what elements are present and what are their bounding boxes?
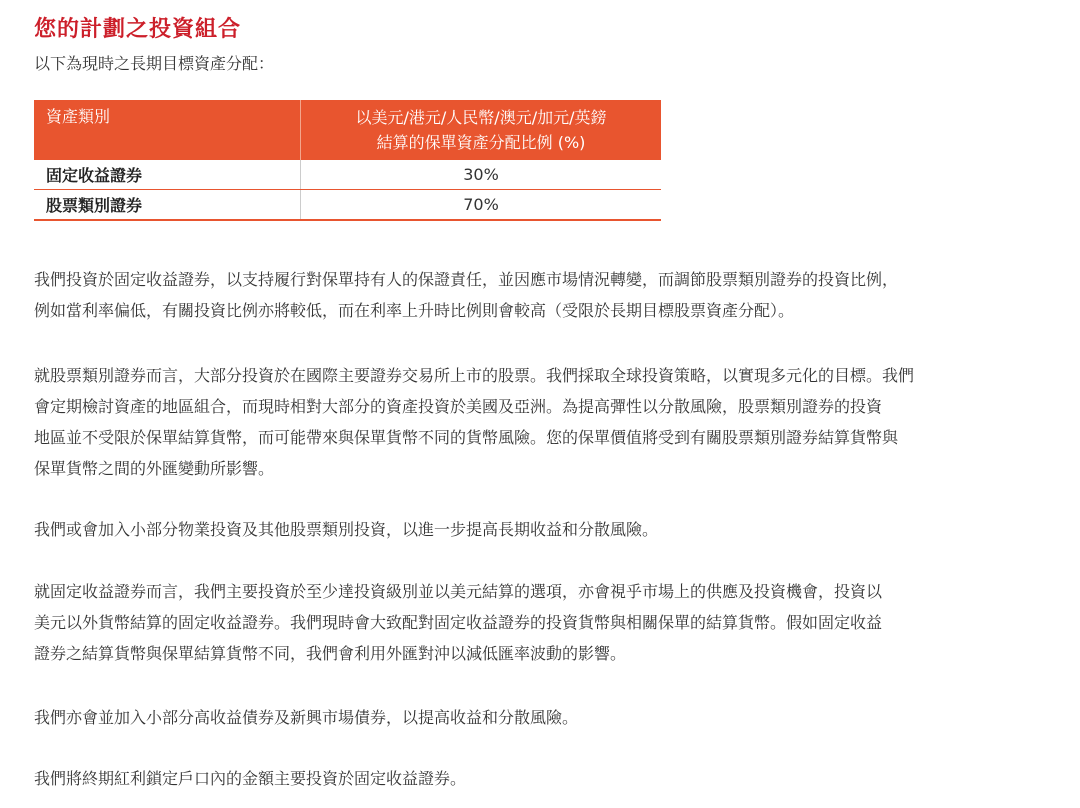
text-line: 我們或會加入小部分物業投資及其他股票類別投資，以進一步提高長期收益和分散風險。 xyxy=(34,520,659,539)
paragraph-fixed-income-detail xyxy=(34,576,1054,669)
header-allocation-ratio xyxy=(301,100,662,160)
paragraph-property-investment xyxy=(34,514,1054,545)
header-allocation-line1: 以美元/港元/人民幣/澳元/加元/英鎊 xyxy=(355,108,607,127)
asset-allocation-table xyxy=(34,100,661,221)
text-line: 就固定收益證券而言，我們主要投資於至少達投資級別並以美元結算的選項，亦會視乎市場上的供應及投資機會，投資以 xyxy=(34,582,883,601)
text-line: 我們亦會並加入小部分高收益債券及新興市場債券，以提高收益和分散風險。 xyxy=(34,708,579,727)
header-asset-class: 資產類別 xyxy=(34,100,301,160)
text-line: 例如當利率偏低，有關投資比例亦將較低，而在利率上升時比例則會較高（受限於長期目標股票資產分配）。 xyxy=(34,301,795,320)
paragraph-terminal-bonus xyxy=(34,763,1054,794)
header-allocation-line2: 結算的保單資產分配比例 (%) xyxy=(376,133,586,152)
text-line: 地區並不受限於保單結算貨幣，而可能帶來與保單貨幣不同的貨幣風險。您的保單價值將受到有關股票類別證券結算貨幣與 xyxy=(34,428,899,447)
allocation-value-cell: 70% xyxy=(301,190,662,221)
text-line: 我們投資於固定收益證券，以支持履行對保單持有人的保證責任，並因應市場情況轉變，而調節股票類別證券的投資比例， xyxy=(34,270,899,289)
text-line: 我們將終期紅利鎖定戶口內的金額主要投資於固定收益證券。 xyxy=(34,769,467,788)
table-row xyxy=(34,190,661,221)
text-line: 美元以外貨幣結算的固定收益證券。我們現時會大致配對固定收益證券的投資貨幣與相關保單的結算貨幣。假如固定收益 xyxy=(34,613,883,632)
paragraph-fixed-income-strategy xyxy=(34,264,1054,326)
text-line: 證券之結算貨幣與保單結算貨幣不同，我們會利用外匯對沖以減低匯率波動的影響。 xyxy=(34,644,627,663)
text-line: 會定期檢討資產的地區組合，而現時相對大部分的資產投資於美國及亞洲。為提高彈性以分散風險，股票類別證券的投資 xyxy=(34,397,883,416)
asset-class-cell: 股票類別證券 xyxy=(34,190,301,221)
table-header-row xyxy=(34,100,661,160)
paragraph-equity-strategy xyxy=(34,360,1054,484)
page-subtitle: 以下為現時之長期目標資產分配： xyxy=(34,54,275,73)
asset-class-cell: 固定收益證券 xyxy=(34,160,301,190)
paragraph-high-yield-bonds xyxy=(34,702,1054,733)
table-row xyxy=(34,160,661,190)
text-line: 就股票類別證券而言，大部分投資於在國際主要證券交易所上市的股票。我們採取全球投資策略，以實現多元化的目標。我們 xyxy=(34,366,915,385)
allocation-value-cell: 30% xyxy=(301,160,662,190)
text-line: 保單貨幣之間的外匯變動所影響。 xyxy=(34,459,275,478)
page-title: 您的計劃之投資組合 xyxy=(34,17,242,42)
